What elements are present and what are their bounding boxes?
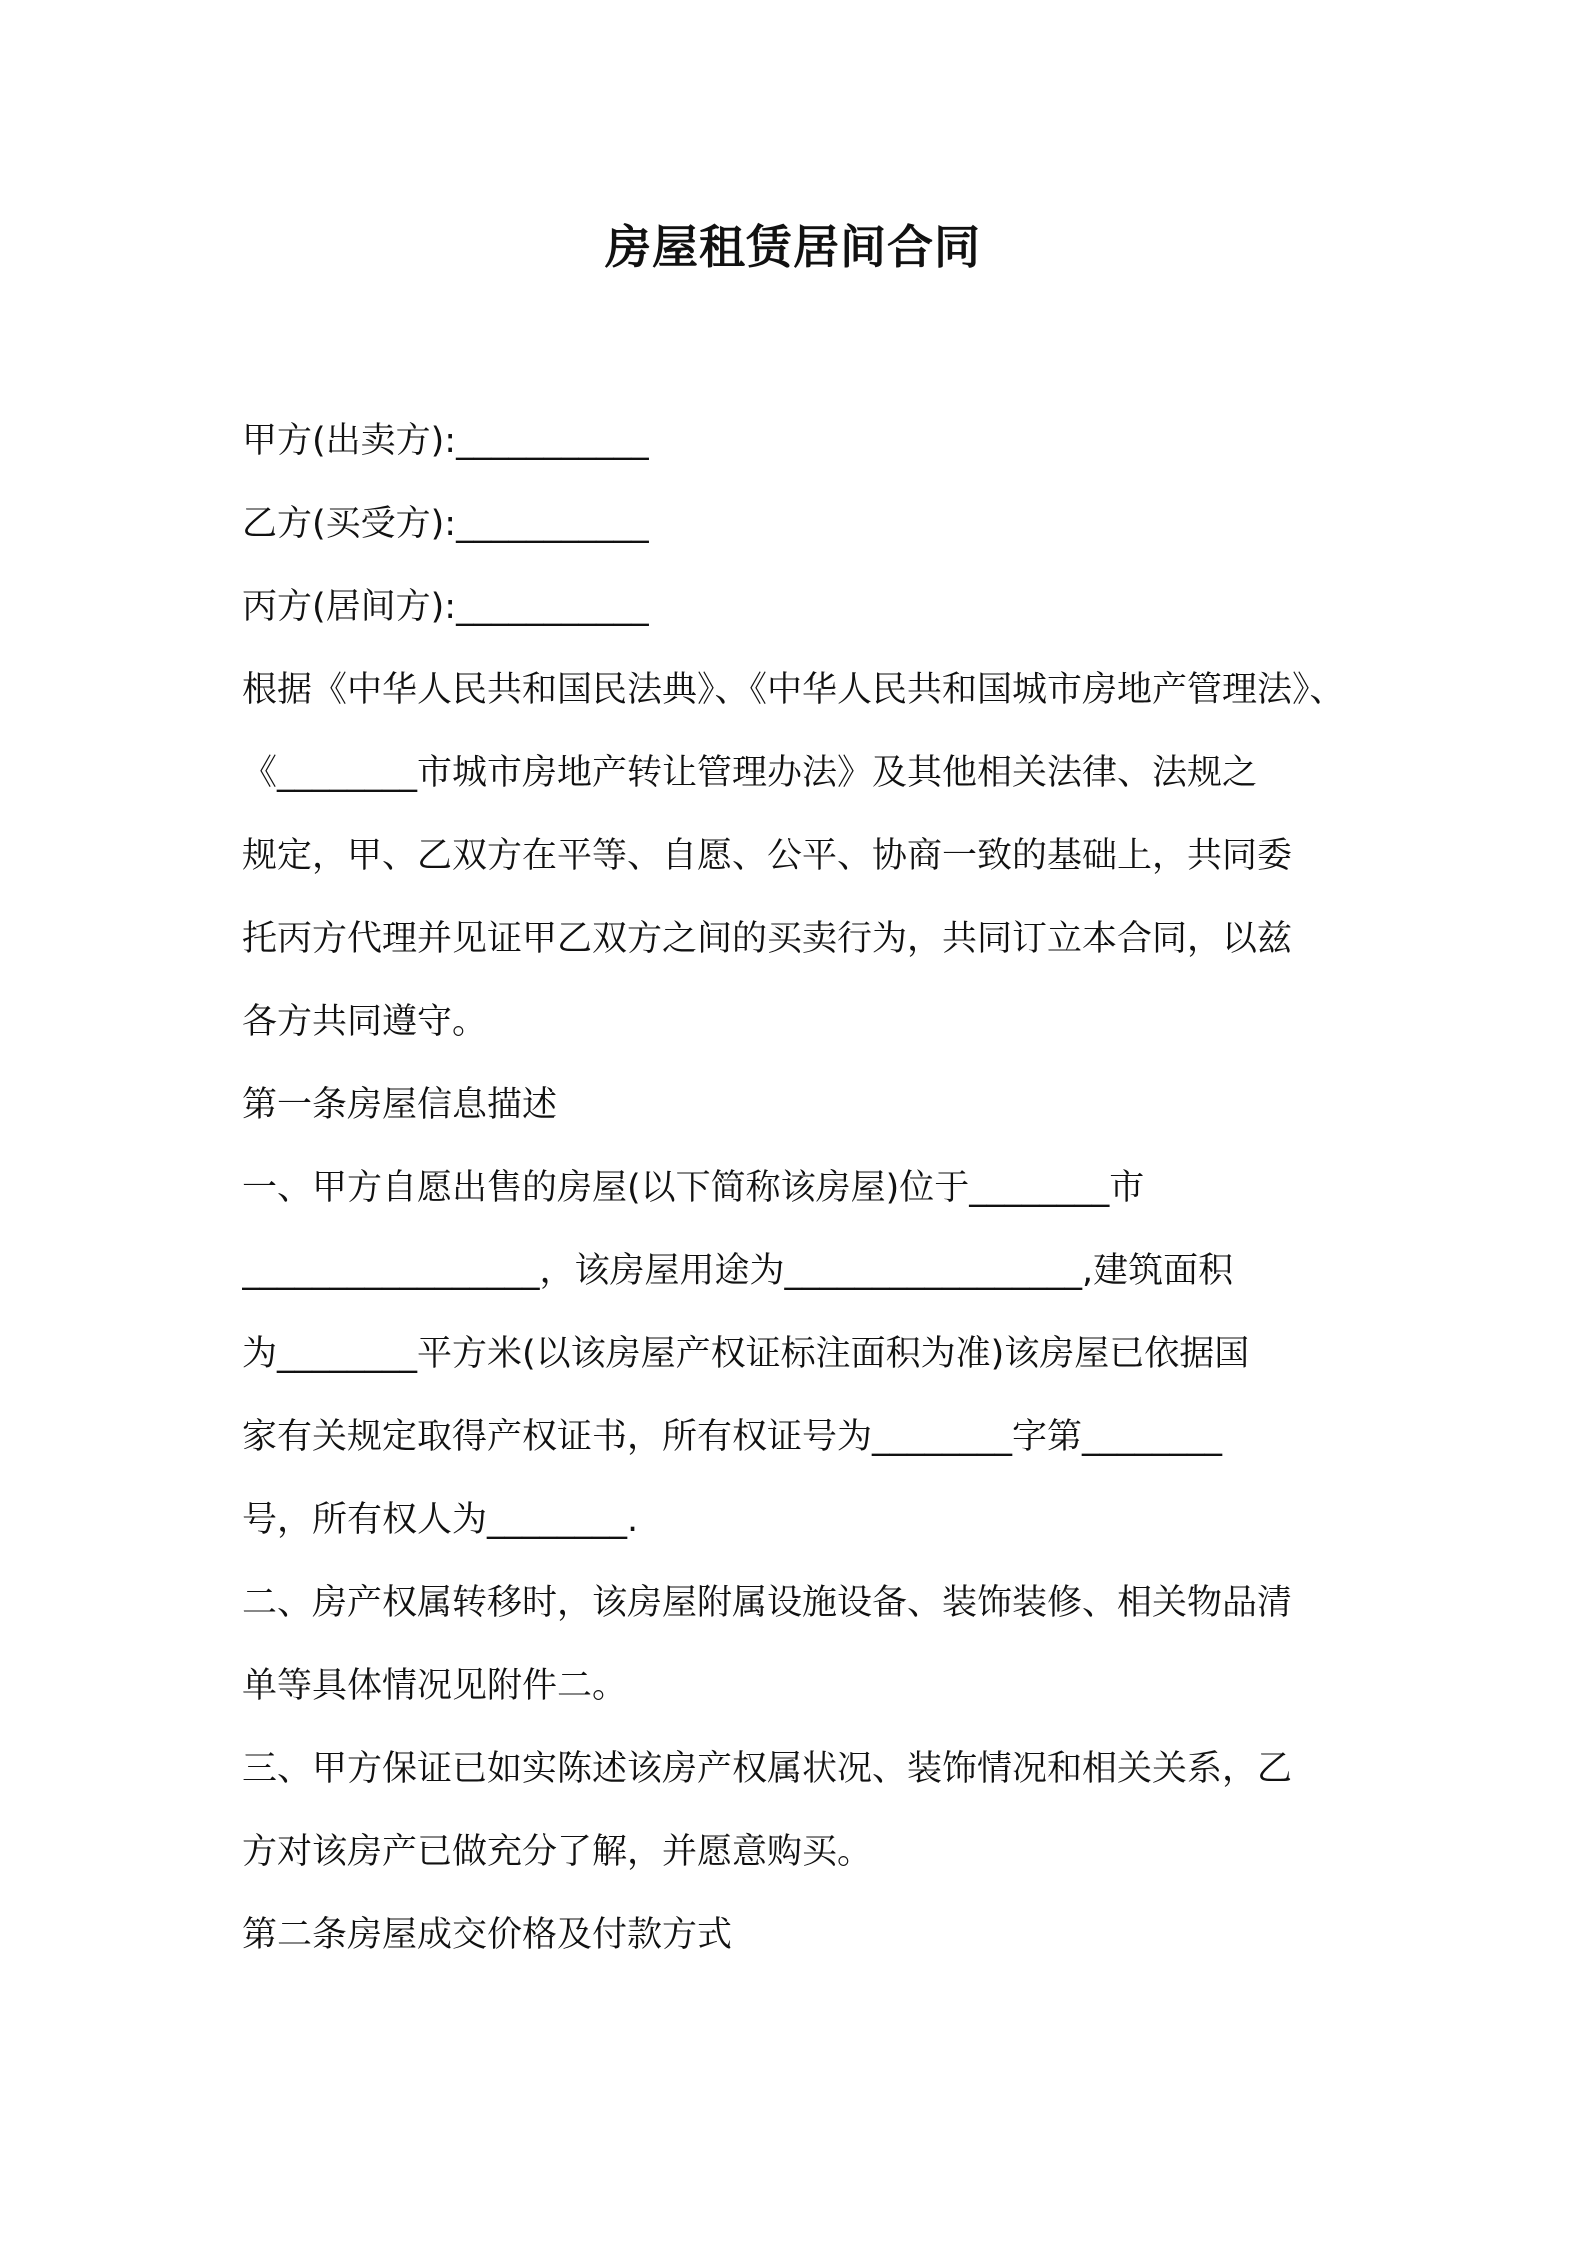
article-1-clause-1-line-2: _________________，该房屋用途为_________________,建筑面积 — [242, 1251, 1234, 1291]
article-1-clause-1-line-4: 家有关规定取得产权证书，所有权证号为________字第________ — [242, 1417, 1223, 1457]
party-b-line: 乙方(买受方):___________ — [242, 504, 649, 544]
article-1-clause-2-line-2: 单等具体情况见附件二。 — [242, 1666, 628, 1706]
article-1-clause-2-line-1: 二、房产权属转移时，该房屋附属设施设备、装饰装修、相关物品清 — [242, 1583, 1293, 1623]
article-2-heading: 第二条房屋成交价格及付款方式 — [242, 1915, 733, 1955]
article-1-clause-3-line-1: 三、甲方保证已如实陈述该房产权属状况、装饰情况和相关关系，乙 — [242, 1749, 1293, 1789]
preamble-line-2: 《________市城市房地产转让管理办法》及其他相关法律、法规之 — [242, 753, 1258, 793]
document-body — [242, 400, 1362, 1977]
article-1-clause-1-line-5: 号，所有权人为________. — [242, 1500, 639, 1540]
preamble-line-5: 各方共同遵守。 — [242, 1002, 488, 1042]
article-1-heading: 第一条房屋信息描述 — [242, 1085, 558, 1125]
article-1-clause-1-line-1: 一、甲方自愿出售的房屋(以下简称该房屋)位于________市 — [242, 1168, 1145, 1208]
party-a-line: 甲方(出卖方):___________ — [242, 421, 649, 461]
document-title: 房屋租赁居间合同 — [605, 220, 981, 274]
preamble-line-1: 根据《中华人民共和国民法典》、《中华人民共和国城市房地产管理法》、 — [242, 670, 1345, 710]
party-c-line: 丙方(居间方):___________ — [242, 587, 649, 627]
preamble-line-4: 托丙方代理并见证甲乙双方之间的买卖行为，共同订立本合同，以兹 — [242, 919, 1293, 959]
article-1-clause-3-line-2: 方对该房产已做充分了解，并愿意购买。 — [242, 1832, 873, 1872]
article-1-clause-1-line-3: 为________平方米(以该房屋产权证标注面积为准)该房屋已依据国 — [242, 1334, 1250, 1374]
preamble-line-3: 规定，甲、乙双方在平等、自愿、公平、协商一致的基础上，共同委 — [242, 836, 1293, 876]
